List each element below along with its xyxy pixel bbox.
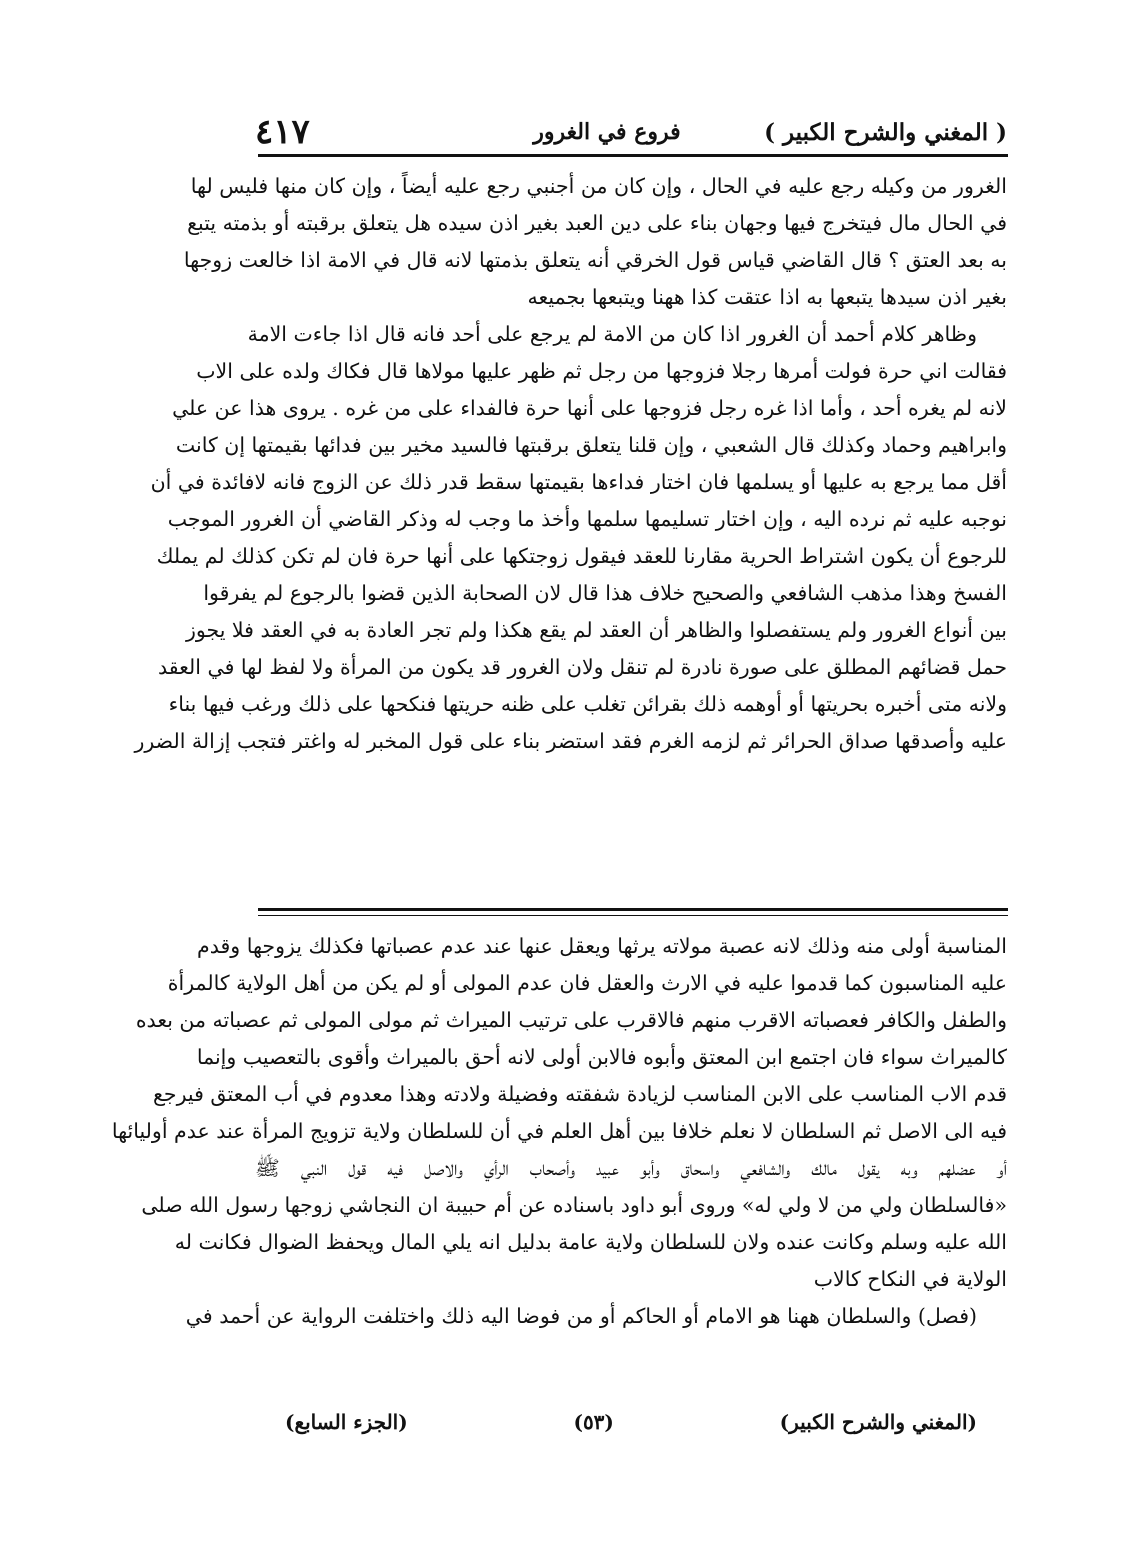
text-line: لانه لم يغره أحد ، وأما اذا غره رجل فزوجها على أنها حرة فالفداء على من غره . يروى هذا عن علي (172, 396, 1007, 420)
text-line: ولانه متى أخبره بحريتها أو أوهمه ذلك بقرائن تغلب على ظنه حريتها فنكحها على ذلك ورغب فيها بناء (168, 692, 1007, 716)
text-line: «فالسلطان ولي من لا ولي له» وروى أبو داود باسناده عن أم حبيبة ان النجاشي زوجها رسول الله صلى (141, 1193, 1007, 1217)
text-line: الله عليه وسلم وكانت عنده ولان للسلطان ولاية عامة بدليل انه يلي المال ويحفظ الضوال فكانت له (174, 1230, 1007, 1254)
text-line: عليه وأصدقها صداق الحرائر ثم لزمه الغرم فقد استضر بناء على قول المخبر له واغتر فتجب إزالة الضرر (134, 729, 1007, 753)
text-line: بغير اذن سيدها يتبعها به اذا عتقت كذا ههنا ويتبعها بجميعه (527, 285, 1007, 309)
text-line: الغرور من وكيله رجع عليه في الحال ، وإن كان من أجنبي رجع عليه أيضاً ، وإن كان منها فليس لها (190, 174, 1007, 198)
text-line: كالميراث سواء فان اجتمع ابن المعتق وأبوه فالابن أولى لانه أحق بالميراث وأقوى بالتعصيب وإنما (196, 1045, 1007, 1069)
text-line: قدم الاب المناسب على الابن المناسب لزيادة شفقته وفضيلة ولادته وهذا معدوم في أب المعتق فيرجع (153, 1082, 1007, 1106)
running-section-title: فروع في الغرور (533, 119, 681, 145)
running-book-title: ( المغني والشرح الكبير ) (764, 118, 1007, 146)
text-line: فيه الى الاصل ثم السلطان لا نعلم خلافا بين أهل العلم في أن للسلطان ولاية تزويج المرأة عند عدم أوليائها (111, 1119, 1007, 1143)
main-text (134, 168, 1007, 760)
text-line: (فصل) والسلطان ههنا هو الامام أو الحاكم أو من فوضا اليه ذلك واختلفت الرواية عن أحمد في (185, 1304, 977, 1328)
footnote-divider-bottom (258, 915, 1008, 916)
footnote-divider-top (258, 908, 1008, 911)
footer-signature: (٥٣) (573, 1410, 614, 1434)
text-line: وابراهيم وحماد وكذلك قال الشعبي ، وإن قلنا يتعلق برقبتها فالسيد مخير بين فدائها بقيمتها إن كانت (175, 433, 1007, 457)
page-footer (255, 1410, 1007, 1444)
text-line: الولاية في النكاح كالاب (813, 1267, 1007, 1291)
page-header (255, 112, 1007, 152)
text-line: في الحال مال فيتخرج فيها وجهان بناء على دين العبد بغير اذن سيده هل يتعلق برقبته أو بذمته يتبع (187, 211, 1007, 235)
text-line: أقل مما يرجع به عليها أو يسلمها فان اختار فداءها بقيمتها سقط قدر ذلك عن الزوج فانه لافائدة في أن (150, 470, 1007, 494)
text-line: وظاهر كلام أحمد أن الغرور اذا كان من الامة لم يرجع على أحد فانه قال اذا جاءت الامة (247, 322, 977, 346)
text-line: أو عضلهم وبه يقول مالك والشافعي واسحاق وأبو عبيد وأصحاب الرأي والاصل فيه قول النبي ﷺ (255, 1156, 1007, 1180)
footer-book-title: (المغني والشرح الكبير) (779, 1410, 977, 1434)
commentary-text (111, 928, 1007, 1335)
text-line: حمل قضائهم المطلق على صورة نادرة لم تنقل ولان الغرور قد يكون من المرأة ولا لفظ لها في العقد (158, 655, 1007, 679)
text-line: للرجوع أن يكون اشتراط الحرية مقارنا للعقد فيقول زوجتكها على أنها حرة فان لم تكن كذلك لم يملك (156, 544, 1007, 568)
text-line: عليه المناسبون كما قدموا عليه في الارث والعقل فان عدم المولى أو لم يكن من أهل الولاية كالمرأة (167, 971, 1007, 995)
text-line: نوجبه عليه ثم نرده اليه ، وإن اختار تسليمها سلمها وأخذ ما وجب له وذكر القاضي أن الغرور الموجب (167, 507, 1007, 531)
text-line: به بعد العتق ؟ قال القاضي قياس قول الخرقي أنه يتعلق بذمتها لانه قال في الامة اذا خالعت زوجها (183, 248, 1007, 272)
header-rule (258, 154, 1008, 157)
text-line: والطفل والكافر فعصباته الاقرب منهم فالاقرب على ترتيب الميراث ثم مولى المولى ثم عصباته من بعده (135, 1008, 1007, 1032)
text-line: المناسبة أولى منه وذلك لانه عصبة مولاته يرثها ويعقل عنها عند عدم عصباتها فكذلك يزوجها وقدم (197, 934, 1007, 958)
page-number: ٤١٧ (255, 112, 310, 152)
text-line: فقالت اني حرة فولت أمرها رجلا فزوجها من رجل ثم ظهر عليها مولاها قال فكاك ولده على الاب (196, 359, 1007, 383)
footer-volume: (الجزء السابع) (285, 1410, 408, 1434)
text-line: بين أنواع الغرور ولم يستفصلوا والظاهر أن العقد لم يقع هكذا ولم تجر العادة به في العقد فلا يجوز (185, 618, 1007, 642)
text-line: الفسخ وهذا مذهب الشافعي والصحيح خلاف هذا قال لان الصحابة الذين قضوا بالرجوع لم يفرقوا (203, 581, 1007, 605)
